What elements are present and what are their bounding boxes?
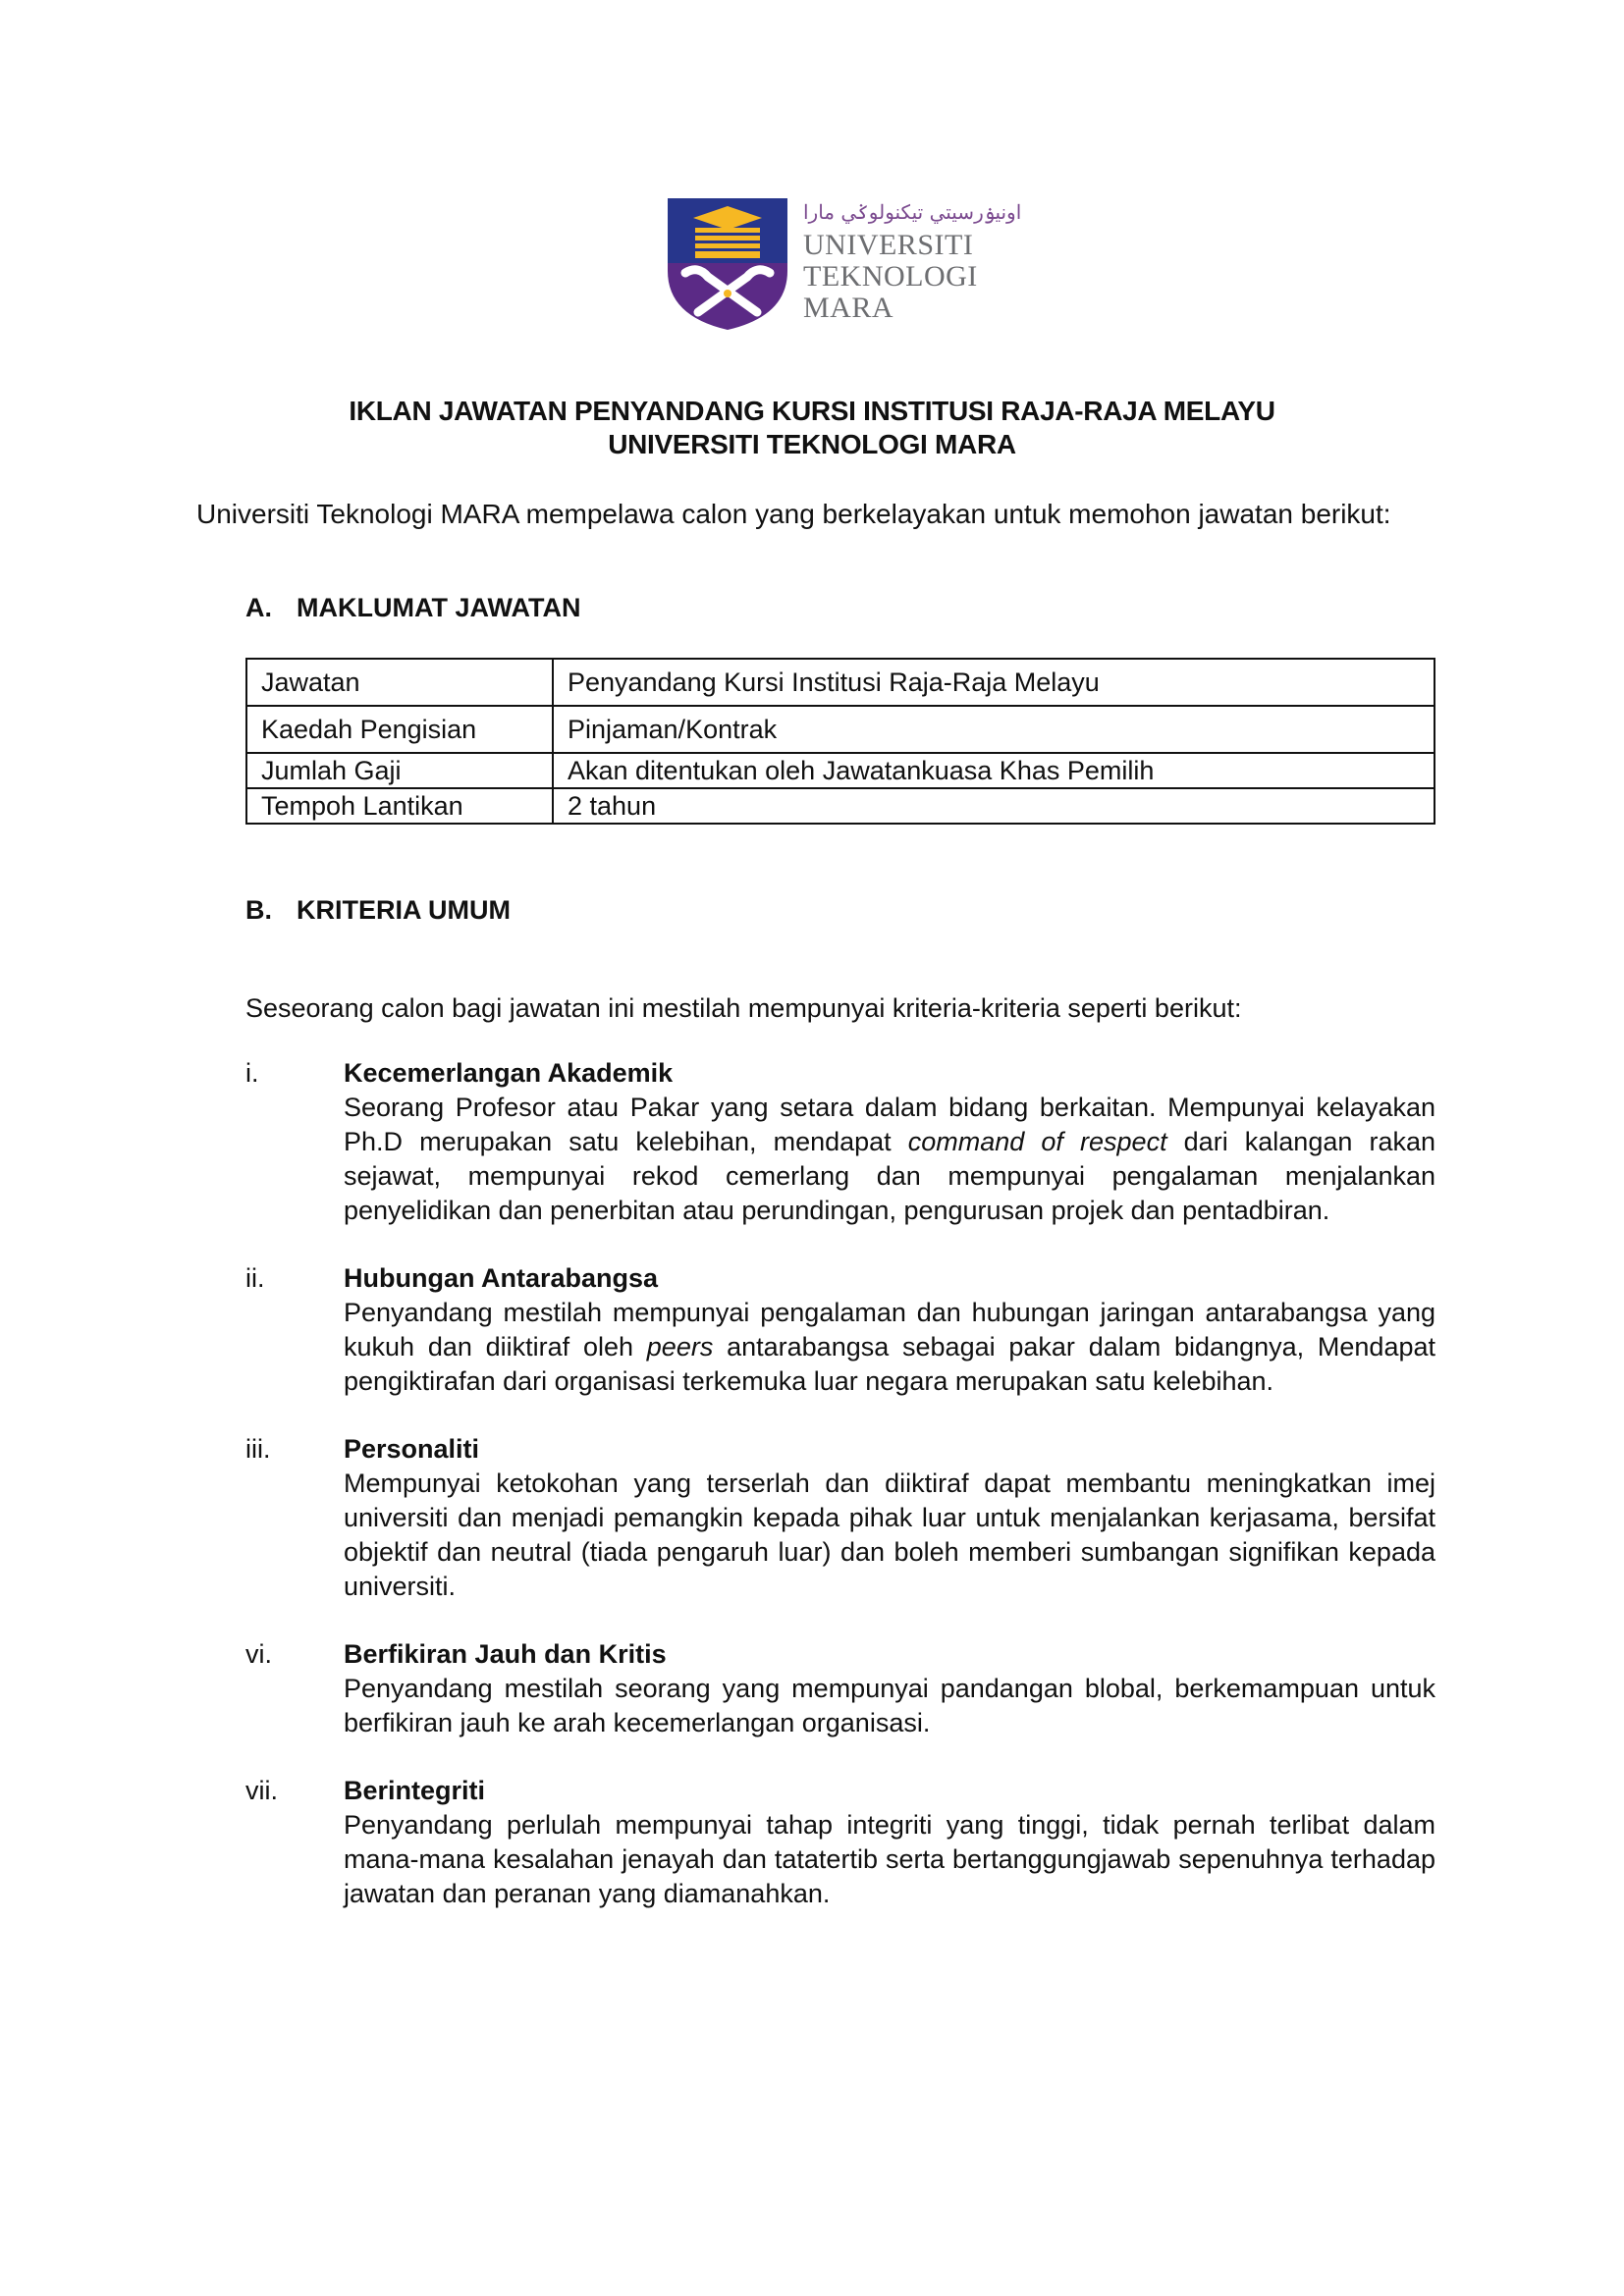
desc-text-after: dari kalangan rakan sejawat, mempunyai rekod cemerlang dan mempunyai pengalaman menjalankan penyelidikan dan penerbitan atau perundingan, pengurusan projek dan pentadbiran. (344, 1127, 1436, 1225)
criteria-lead-text: Seseorang calon bagi jawatan ini mestilah mempunyai kriteria-kriteria seperti berikut: (245, 993, 1242, 1023)
section-a-heading (245, 591, 1624, 624)
criterion-number: iii. (245, 1434, 271, 1464)
criterion-description (344, 1296, 1435, 1399)
logo-line-3: MARA (803, 292, 894, 324)
table-row (246, 659, 1435, 706)
criterion-item (245, 1774, 1435, 1911)
criterion-description: Penyandang mestilah seorang yang mempunyai pandangan blobal, berkemampuan untuk berfikiran jauh ke arah kecemerlangan organisasi. (344, 1674, 1435, 1737)
desc-italic: peers (646, 1332, 714, 1362)
criterion-item (245, 1056, 1435, 1228)
row-value: Akan ditentukan oleh Jawatankuasa Khas Pemilih (553, 753, 1435, 788)
intro-paragraph: Universiti Teknologi MARA mempelawa calon yang berkelayakan untuk memohon jawatan berikut: (196, 499, 1391, 529)
section-b-heading (245, 893, 1624, 927)
table-row (246, 753, 1435, 788)
criterion-number: i. (245, 1058, 259, 1088)
table-row (246, 788, 1435, 824)
desc-text: Seorang Profesor atau Pakar yang setara dalam bidang berkaitan. Mempunyai kelayakan Ph.D merupakan satu kelebihan, mendapat (344, 1093, 1435, 1156)
university-logo (664, 194, 1022, 332)
document-title-line-1: IKLAN JAWATAN PENYANDANG KURSI INSTITUSI RAJA-RAJA MELAYU (349, 396, 1275, 426)
criterion-number: vii. (245, 1776, 278, 1805)
desc-text-after: antarabangsa sebagai pakar dalam bidangnya, Mendapat pengiktirafan dari organisasi terkemuka luar negara merupakan satu kelebihan. (344, 1332, 1435, 1396)
criterion-number: ii. (245, 1263, 265, 1293)
criterion-description: Penyandang perlulah mempunyai tahap integriti yang tinggi, tidak pernah terlibat dalam mana-mana kesalahan jenayah dan tatatertib serta bertanggungjawab sepenuhnya terhadap jawatan dan peranan yang diamanahkan. (344, 1810, 1435, 1908)
row-value: Penyandang Kursi Institusi Raja-Raja Melayu (553, 659, 1435, 706)
section-a-label: A. (245, 593, 272, 622)
desc-text: Penyandang mestilah mempunyai pengalaman dan hubungan jaringan antarabangsa yang kukuh dan diiktiraf oleh (344, 1298, 1435, 1362)
criterion-title: Kecemerlangan Akademik (344, 1058, 674, 1088)
criterion-number: vi. (245, 1639, 272, 1669)
row-key: Tempoh Lantikan (246, 788, 553, 824)
document-title-line-2: UNIVERSITI TEKNOLOGI MARA (608, 429, 1016, 459)
criterion-item (245, 1432, 1435, 1604)
logo-line-1: UNIVERSITI (803, 229, 974, 261)
row-key: Kaedah Pengisian (246, 706, 553, 753)
criterion-title: Personaliti (344, 1434, 480, 1464)
section-a-title: MAKLUMAT JAWATAN (297, 593, 581, 622)
logo-arabic-text: اونيۏرسيتي تيكنولوݢي مارا (803, 200, 1022, 224)
job-info-table (245, 658, 1435, 825)
table-row (246, 706, 1435, 753)
row-key: Jawatan (246, 659, 553, 706)
row-key: Jumlah Gaji (246, 753, 553, 788)
logo-line-2: TEKNOLOGI (803, 260, 978, 293)
desc-italic: command of respect (907, 1127, 1167, 1156)
criterion-item (245, 1637, 1435, 1740)
section-b-label: B. (245, 895, 272, 925)
criterion-description: Mempunyai ketokohan yang terserlah dan diiktiraf dapat membantu meningkatkan imej universiti dan menjadi pemangkin kepada pihak luar untuk menjalankan kerjasama, bersifat objektif dan neutral (tiada pengaruh luar) dan boleh memberi sumbangan signifikan kepada universiti. (344, 1468, 1435, 1601)
row-value: 2 tahun (553, 788, 1435, 824)
criterion-title: Berintegriti (344, 1776, 486, 1805)
shield-crest-icon (664, 194, 791, 332)
criterion-item (245, 1261, 1435, 1399)
criterion-title: Berfikiran Jauh dan Kritis (344, 1639, 667, 1669)
section-b-title: KRITERIA UMUM (297, 895, 511, 925)
criterion-description (344, 1091, 1435, 1228)
row-value: Pinjaman/Kontrak (553, 706, 1435, 753)
criterion-title: Hubungan Antarabangsa (344, 1263, 659, 1293)
